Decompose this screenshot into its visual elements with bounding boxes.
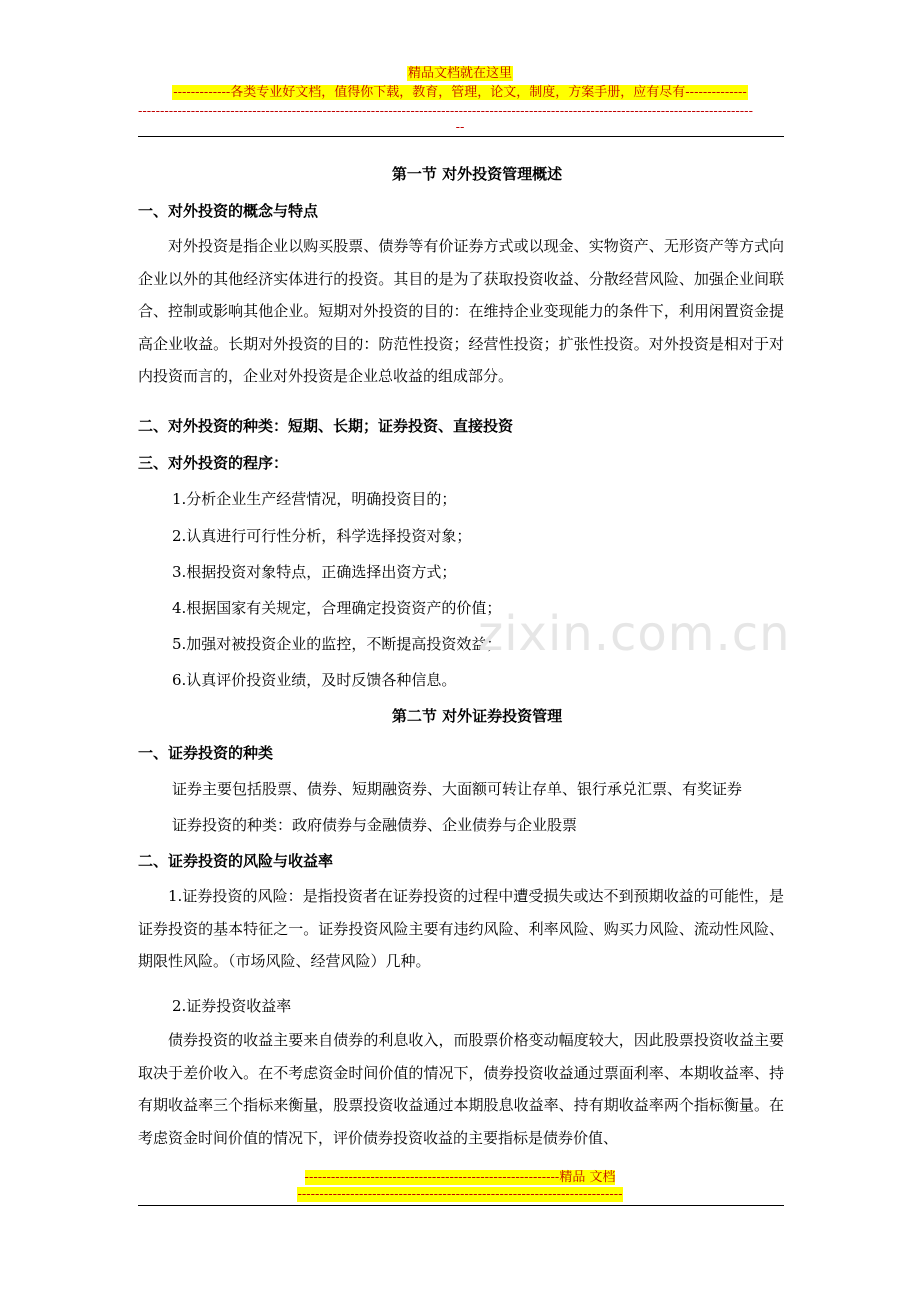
- return-rate-subheading: 2.证券投资收益率: [172, 997, 292, 1015]
- section1-paragraph-concept: 对外投资是指企业以购买股票、债券等有价证券方式或以现金、实物资产、无形资产等方式向企业以外的其他经济实体进行的投资。其目的是为了获取投资收益、分散经营风险、加强企业间联合、控制或影响其他企业。短期对外投资的目的：在维持企业变现能力的条件下，利用闲置资金提高企业收益。长期对外投资的目的：防范性投资；经营性投资；扩张性投资。对外投资是相对于对内投资而言的，企业对外投资是企业总收益的组成部分。: [138, 237, 784, 385]
- risk-paragraph: 1.证券投资的风险：是指投资者在证券投资的过程中遭受损失或达不到预期收益的可能性，是证券投资的基本特征之一。证券投资风险主要有违约风险、利率风险、购买力风险、流动性风险、期限性风险。（市场风险、经营风险）几种。: [138, 887, 784, 970]
- section1-heading-types: 二、对外投资的种类：短期、长期；证券投资、直接投资: [138, 417, 514, 435]
- procedure-step: 2.认真进行可行性分析，科学选择投资对象；: [172, 527, 472, 545]
- return-rate-paragraph: 债券投资的收益主要来自债券的利息收入，而股票价格变动幅度较大，因此股票投资收益主要取决于差价收入。在不考虑资金时间价值的情况下，债券投资收益通过票面利率、本期收益率、持有期收益率三个指标来衡量，股票投资收益通过本期股息收益率、持有期收益率两个指标衡量。在考虑资金时间价值的情况下，评价债券投资收益的主要指标是债券价值、: [138, 1031, 784, 1147]
- procedure-step: 4.根据国家有关规定，合理确定投资资产的价值；: [172, 599, 502, 617]
- procedure-step: 1.分析企业生产经营情况，明确投资目的；: [172, 490, 457, 508]
- section2-heading-types: 一、证券投资的种类: [138, 744, 274, 762]
- securities-types-line: 证券投资的种类：政府债券与金融债券、企业债券与企业股票: [172, 816, 578, 834]
- header-dash-line: --------------------------------------------------------------------------------------------------------------------------------------------: [138, 104, 753, 119]
- header-banner-title: 精品文档就在这里: [407, 66, 512, 81]
- header-banner-slogan: -------------各类专业好文档，值得你下载，教育，管理，论文，制度，方案手册，应有尽有--------------: [173, 85, 747, 100]
- procedure-step: 3.根据投资对象特点，正确选择出资方式；: [172, 563, 457, 581]
- procedure-step: 6.认真评价投资业绩，及时反馈各种信息。: [172, 671, 457, 689]
- section2-heading-risk: 二、证券投资的风险与收益率: [138, 852, 334, 870]
- section2-title: 第二节 对外证券投资管理: [391, 707, 563, 725]
- watermark-text: zixin.com.cn: [478, 606, 791, 662]
- securities-list-line: 证券主要包括股票、债券、短期融资券、大面额可转让存单、银行承兑汇票、有奖证券: [172, 780, 743, 798]
- footer-rule: [138, 1205, 784, 1206]
- section1-heading-procedure: 三、对外投资的程序：: [138, 454, 289, 472]
- section1-title: 第一节 对外投资管理概述: [391, 165, 563, 183]
- header-dash-line-end: --: [455, 120, 465, 135]
- footer-banner-title: ----------------------------------------------------------精品 文档: [304, 1170, 616, 1185]
- section1-heading-concept: 一、对外投资的概念与特点: [138, 202, 319, 220]
- footer-banner-dashes: --------------------------------------------------------------------------: [297, 1187, 623, 1202]
- header-rule: [138, 136, 784, 137]
- procedure-step: 5.加强对被投资企业的监控，不断提高投资效益；: [172, 635, 502, 653]
